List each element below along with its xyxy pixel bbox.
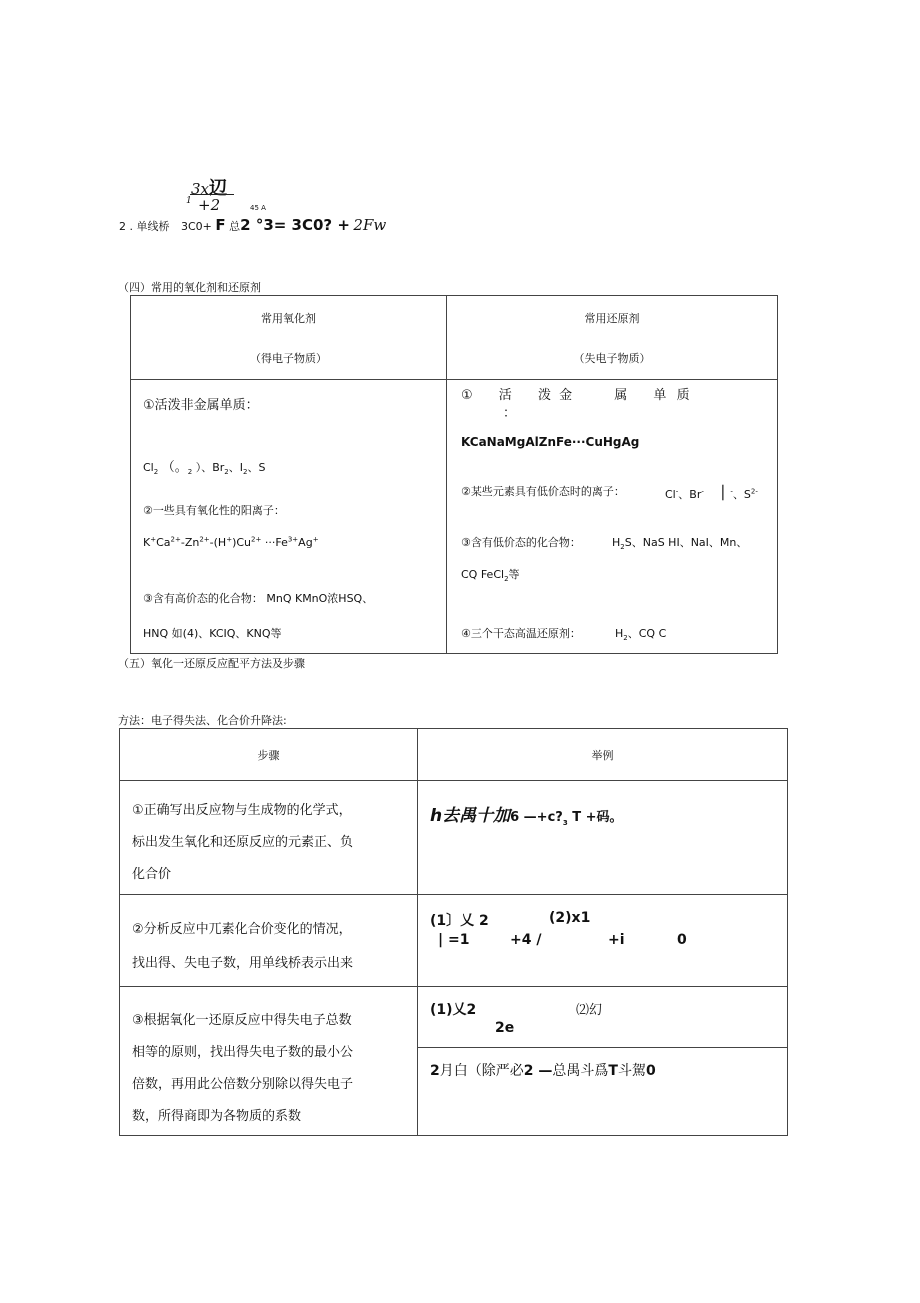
step-3: ③根据氧化一还原反应中得失电子总数 相等的原则，找出得失电子数的最小公 倍数，再用此公倍数分别除以得失电子 数，所得商即为各物质的系数 xyxy=(120,987,418,1136)
reductant-header: 常用还原剂 （失电子物质） xyxy=(447,296,778,380)
fraction-numerator: 3x辺 xyxy=(191,178,228,199)
balancing-steps-table xyxy=(119,728,788,1136)
fraction-side-note: 45 A xyxy=(250,204,266,212)
step-2: ②分析反应中兀素化合价变化的情况， 找出得、失电子数，用单线桥表示出来 xyxy=(120,895,418,987)
oxidant-header: 常用氧化剂 （得电子物质） xyxy=(131,296,447,380)
example-3: (1)乂2 ⑵幻 2e xyxy=(418,987,788,1048)
single-bridge-line: 2 . 单线桥 3C0+ F 总2 °3= 3C0? + 2Fw xyxy=(119,216,387,234)
method-line: 方法：电子得失法、化合价升降法: xyxy=(118,714,287,727)
step-1: ①正确写出反应物与生成物的化学式， 标出发生氧化和还原反应的元素正、负 化合价 xyxy=(120,781,418,895)
nonmetal-list: $Cl_2$ （。$_2$ ）、$Br_2$、$I_2$、S xyxy=(143,460,266,477)
fraction-line xyxy=(190,194,234,195)
cation-list: $K^+Ca^{2+}-Zn^{2+}-(H^+)Cu^{2+} \cdot\cdot\cdot Fe^{3+}Ag^+$ xyxy=(143,535,319,549)
example-1: h去禺十加6 $—+c?_3$ T +码。 xyxy=(418,781,788,895)
section-5-title: （五）氧化一还原反应配平方法及步骤 xyxy=(118,657,305,670)
steps-header: 步骤 xyxy=(120,729,418,781)
example-header: 举例 xyxy=(418,729,788,781)
example-2: (1〕乂 2 (2)x1 | =1 +4 / +i 0 xyxy=(418,895,788,987)
fraction-superscript: 1 xyxy=(186,196,192,206)
oxidant-reductant-table xyxy=(130,295,778,654)
fraction-denominator: +2 xyxy=(198,196,221,214)
low-valence-ions: Cl-、Br- ｜-、$S^{2-}$ xyxy=(665,484,758,502)
example-4: 2月白（除严必2 —总禺斗爲T斗駕0 xyxy=(418,1048,788,1136)
reductant-item-1: ① 活 泼 金 属 单 质 xyxy=(461,388,690,403)
oxidant-list: ①活泼非金属单质： $Cl_2$ （。$_2$ ）、$Br_2$、$I_2$、S ②一些具有氧化性的阳离子： $K^+Ca^{2+}-Zn^{2+}-(H^+)Cu^{2+} \cdot\cdot\cdot Fe^{3+}Ag^+$ ③含有高价态的化合物： MnQ KMnO浓HSQ、 HNQ 如(4)、KCIQ、KNQ等 xyxy=(131,380,447,654)
section-4-title: （四）常用的氧化剂和还原剂 xyxy=(118,281,261,294)
reductant-list: ① 活 泼 金 属 单 质 ： KCaNaMgAlZnFe···CuHgAg ②某些元素具有低价态时的离子： Cl-、Br- ｜-、$S^{2-}$ ③含有低价态的化合物： $H_2S$、NaS HI、NaI、Mn、 CQ FeCl$_2$等 ④三个干态高温还原剂： $H_2$、CQ C xyxy=(447,380,778,654)
